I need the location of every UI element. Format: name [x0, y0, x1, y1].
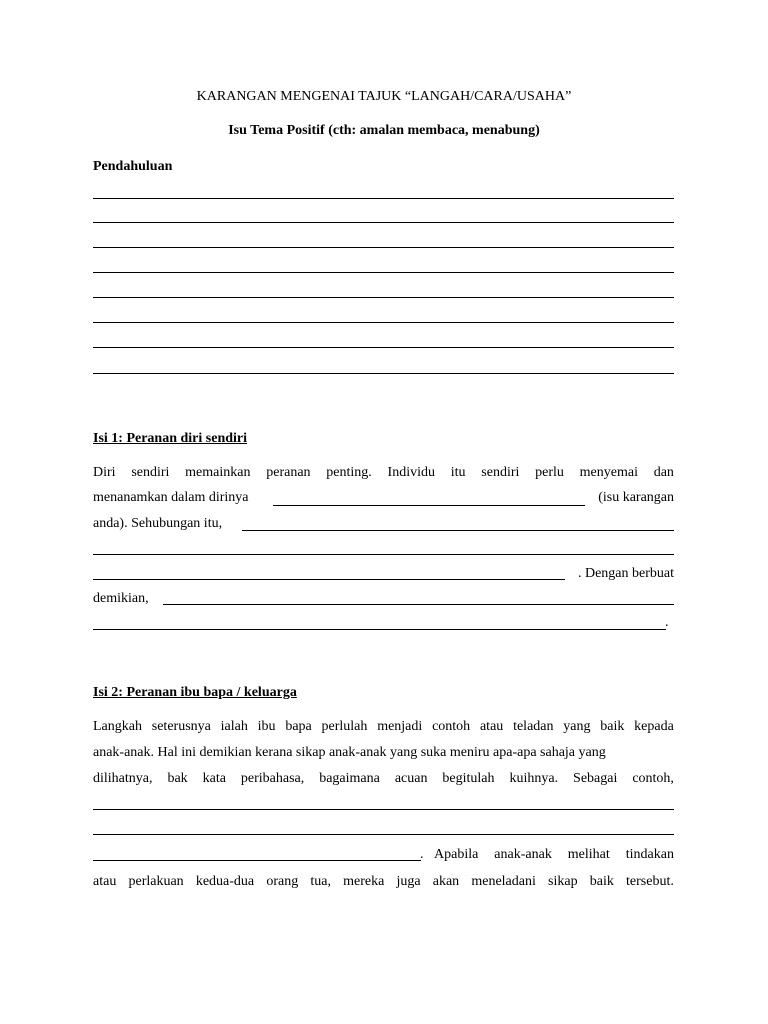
section-heading-pendahuluan: Pendahuluan	[93, 159, 173, 174]
section-heading-isi-1: Isi 1: Peranan diri sendiri	[93, 431, 248, 446]
isi1-line-7-end: .	[665, 615, 669, 630]
writing-line[interactable]	[93, 554, 674, 555]
writing-line[interactable]	[93, 373, 674, 374]
isi2-paragraph-line-7: atau perlakuan kedua-dua orang tua, mereka juga akan meneladani sikap baik tersebut.	[93, 874, 674, 889]
fill-blank[interactable]	[242, 530, 674, 531]
fill-blank[interactable]	[163, 604, 674, 605]
isi1-paragraph-line-1: Diri sendiri memainkan peranan penting. Individu itu sendiri perlu menyemai dan	[93, 465, 674, 480]
fill-blank[interactable]	[93, 579, 565, 580]
fill-blank-isu-karangan[interactable]	[273, 505, 585, 506]
writing-line[interactable]	[93, 809, 674, 810]
writing-line[interactable]	[93, 222, 674, 223]
document-subtitle: Isu Tema Positif (cth: amalan membaca, menabung)	[228, 123, 540, 138]
fill-blank[interactable]	[93, 629, 666, 630]
isi1-line-2-end: (isu karangan	[598, 490, 674, 505]
writing-line[interactable]	[93, 247, 674, 248]
writing-line[interactable]	[93, 322, 674, 323]
isi1-line-2-text: menanamkan dalam dirinya	[93, 490, 249, 505]
writing-line[interactable]	[93, 347, 674, 348]
period-mark: .	[420, 847, 424, 862]
isi1-line-3-text: anda). Sehubungan itu,	[93, 516, 223, 531]
isi2-line-6-end: Apabila anak-anak melihat tindakan	[434, 847, 674, 862]
isi1-line-6-text: demikian,	[93, 591, 149, 606]
writing-line[interactable]	[93, 198, 674, 199]
writing-line[interactable]	[93, 297, 674, 298]
fill-blank[interactable]	[93, 860, 421, 861]
isi1-line-5-end: . Dengan berbuat	[577, 566, 674, 581]
isi2-paragraph-line-2: anak-anak. Hal ini demikian kerana sikap anak-anak yang suka meniru apa-apa sahaja yang	[93, 745, 606, 760]
isi2-paragraph-line-3: dilihatnya, bak kata peribahasa, bagaimana acuan begitulah kuihnya. Sebagai contoh,	[93, 771, 674, 786]
writing-line[interactable]	[93, 834, 674, 835]
section-heading-isi-2: Isi 2: Peranan ibu bapa / keluarga	[93, 685, 297, 700]
document-title: KARANGAN MENGENAI TAJUK “LANGAH/CARA/USAHA”	[196, 89, 572, 104]
writing-line[interactable]	[93, 272, 674, 273]
isi2-paragraph-line-1: Langkah seterusnya ialah ibu bapa perlulah menjadi contoh atau teladan yang baik kepada	[93, 719, 674, 734]
